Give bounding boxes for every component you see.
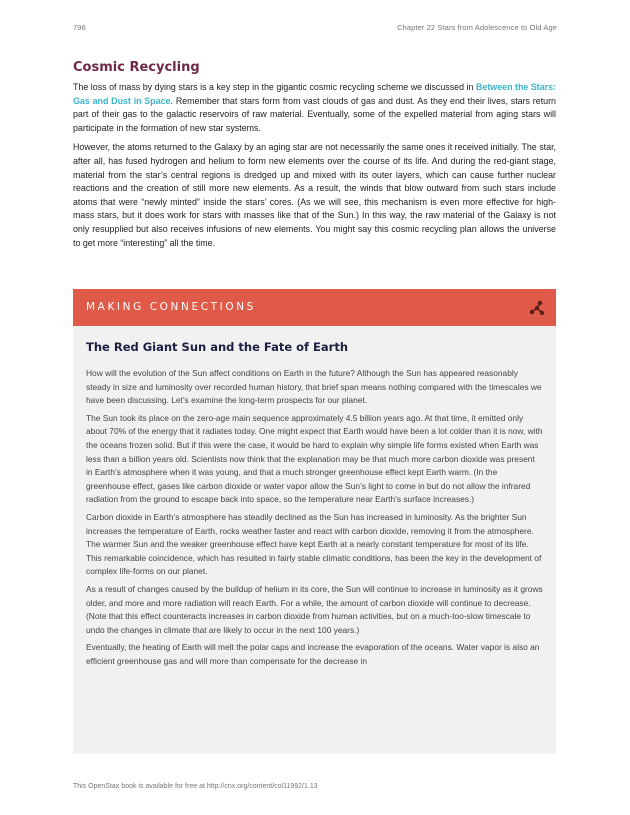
between-the-stars-link[interactable]: Between the Stars: Gas and Dust in Space — [73, 82, 556, 106]
feature-label: MAKING CONNECTIONS — [86, 301, 256, 313]
feature-title: The Red Giant Sun and the Fate of Earth — [86, 340, 349, 354]
network-icon — [528, 299, 546, 317]
feature-header-bar — [73, 289, 556, 326]
feature-paragraph-5: Eventually, the heating of Earth will melt the polar caps and increase the evaporation of the oceans. Water vapor is also an efficient greenhouse gas and will more than compensate for the decrease in — [86, 642, 540, 666]
page-number: 796 — [73, 23, 86, 32]
making-connections-box — [73, 289, 556, 754]
paragraph-1-start: The loss of mass by dying stars is a key step in the gigantic cosmic recycling scheme we discussed in — [73, 82, 476, 92]
feature-body — [73, 326, 556, 668]
feature-paragraph-3: Carbon dioxide in Earth’s atmosphere has steadily declined as the Sun has increased in luminosity. As the brighter Sun increases the temperature of Earth, rocks weather faster and react with carbon dioxide, removing it from the atmosphere. The warmer Sun and the weaker greenhouse effect have kept Earth at a nearly constant temperature for most of its life. This remarkable coincidence, which has resulted in fairly stable climatic conditions, has been the key in the development of complex life-forms on our planet. — [86, 511, 542, 577]
section-title: Cosmic Recycling — [73, 60, 200, 75]
feature-paragraph-1: How will the evolution of the Sun affect conditions on Earth in the future? Although the Sun has appeared reasonably steady in size and luminosity over recorded human history, that brief span means nothing compared with the timescales we have been discussing. Let’s examine the long-term prospects for our planet. — [86, 368, 542, 406]
paragraph-2: However, the atoms returned to the Galaxy by an aging star are not necessarily the same ones it received initially. The star, after all, has fused hydrogen and helium to form new elements over the course of its life. And during the red-giant stage, material from the star’s central regions is dredged up and mixed with its outer layers, which can cause further nuclear reactions and the creation of still more new elements. As a result, the winds that blow outward from such stars include atoms that were “newly minted” inside the stars’ cores. (As we will see, this mechanism is even more effective for high-mass stars, but it does work for stars with masses like that of the Sun.) In this way, the raw material of the Galaxy is not only resupplied but also receives infusions of new elements. You might say this cosmic recycling plan allows the universe to get more “interesting” all the time. — [73, 142, 556, 248]
paragraph-1 — [73, 81, 556, 135]
paragraph-1-end: . Remember that stars form from vast clouds of gas and dust. As they end their lives, stars return part of their gas to the galactic reservoirs of raw material. Eventually, some of the expelled material from aging stars will participate in the formation of new star systems. — [73, 95, 556, 133]
feature-paragraph-4: As a result of changes caused by the buildup of helium in its core, the Sun will continue to increase in luminosity as it grows older, and more and more radiation will reach Earth. For a while, the amount of carbon dioxide will continue to decrease. (Note that this effect counteracts increases in carbon dioxide from human activities, but on a much-too-slow timescale to undo the changes in climate that are likely to occur in the next 100 years.) — [86, 583, 543, 635]
main-content — [73, 60, 556, 256]
chapter-title: Chapter 22 Stars from Adolescence to Old Age — [397, 23, 557, 32]
page-footer: This OpenStax book is available for free at http://cnx.org/content/col11992/1.13 — [73, 783, 318, 790]
feature-paragraph-2: The Sun took its place on the zero-age main sequence approximately 4.5 billion years ago. At that time, it emitted only about 70% of the energy that it radiates today. One might expect that Earth would have been a lot colder than it is now, with the oceans frozen solid. But if this were the case, it would be hard to explain why simple life forms existed when Earth was less than a billion years old. Scientists now think that the explanation may be that much more carbon dioxide was present in Earth’s atmosphere when it was young, and that a much stronger greenhouse effect kept Earth warm. (In the greenhouse effect, gases like carbon dioxide or water vapor allow the Sun’s light to come in but do not allow the infrared radiation from the ground to escape back into space, so the temperature near Earth’s surface increases.) — [86, 412, 543, 505]
